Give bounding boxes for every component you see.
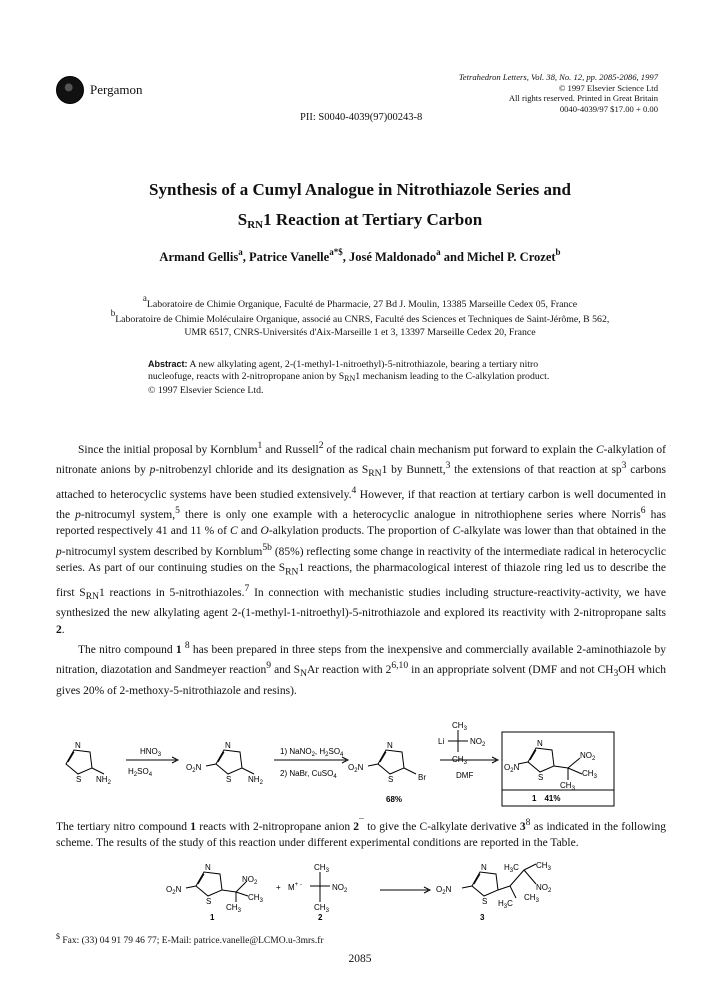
svg-text:N: N: [205, 863, 211, 872]
svg-text:CH3: $CH_3$: [452, 755, 467, 766]
svg-text:Li: Li: [438, 737, 445, 746]
reaction-scheme-graphic: [166, 861, 600, 922]
svg-text:O2N: $O_2N$: [436, 885, 452, 896]
svg-text:HNO3: $HNO_3$: [140, 747, 162, 758]
body-paragraph-block: [56, 438, 666, 699]
paragraph-3: The tertiary nitro compound 1 reacts with 2-nitropropane anion 2¯ to give the C-alkylate derivative $3^8$ as indicated in the following scheme. The results of the study of this reaction under different experimental conditions are reported in the Table.: [56, 817, 666, 850]
svg-text:CH3: $CH_3$: [226, 903, 241, 914]
svg-text:NO2: $NO_2$: [332, 883, 348, 894]
paragraph-2: The nitro compound 1 $^8$ has been prepared in three steps from the inexpensive and commercially available 2-aminothiazole by nitration, diazotation and Sandmeyer reaction$^9$ and $S_NAr$ reaction with 2$^{6,10}$ in an appropriate solvent (DMF and not $CH_3OH$ which gives 20% of 2-methoxy-5-nitrothiazole and resins).: [56, 639, 667, 697]
synthesis-scheme: [56, 718, 666, 810]
svg-text:S: S: [538, 773, 544, 782]
svg-text:CH3: $CH_3$: [560, 781, 575, 792]
svg-text:N: N: [537, 739, 543, 748]
title-line-1: Synthesis of a Cumyl Analogue in Nitrothiazole Series and: [149, 180, 571, 199]
svg-text:2: 2: [318, 913, 323, 922]
svg-text:1) NaNO2, H2SO4: 1) NaNO$_2$, $H_2SO_4$: [280, 747, 344, 758]
svg-text:DMF: DMF: [456, 771, 474, 780]
svg-text:Br: Br: [418, 773, 426, 782]
journal-citation: Tetrahedron Letters, Vol. 38, No. 12, pp. 2085-2086, 1997: [458, 72, 658, 82]
affiliation-b: bLaboratoire de Chimie Moléculaire Organique, associé au CNRS, Faculté des Sciences et Techniques de Saint-Jérôme, B 562, UMR 6517, CNRS-Universités d'Aix-Marseille 1 et 3, 13397 Marseille Cedex 20, France: [110, 308, 610, 338]
svg-text:NH2: $NH_2$: [96, 775, 111, 786]
journal-info: [459, 72, 658, 114]
svg-text:+: +: [276, 883, 281, 892]
paragraph-1: Since the initial proposal by Kornblum$^1$ and Russell$^2$ of the radical chain mechanism put forward to explain the C-alkylation of nitronate anions by p-nitrobenzyl chloride and its designation as $S_{RN}1$ by Bunnett,$^3$ the extensions of that reaction at $sp^3$ carbons attached to heterocyclic systems have been studied extensively.$^4$ However, if that reaction at tertiary carbon is well documented in the p-nitrocumyl system,$^5$ there is only one example with a heterocyclic analogue in nitrothiophene series where Norris$^6$ has reported respectively 41 and 11 % of C and O-alkylation products. The proportion of C-alkylate was lower than that obtained in the p-nitrocumyl system described by Kornblum$^{5b}$ (85%) reflecting some change in reactivity of the intermediate radical in heterocyclic series. As part of our continuing studies on the $S_{RN}1$ reactions, the pharmacological interest of thiazole ring led us to describe the first $S_{RN}1$ reactions in 5-nitrothiazoles.$^7$ In connection with mechanistic studies including structure-reactivity-activity, we have synthesized the new alkylating agent 2-(1-methyl-1-nitroethyl)-5-nitrothiazole and explored its reactivity with 2-nitropropane salts 2.: [56, 440, 667, 636]
svg-text:68%: 68%: [386, 795, 403, 804]
svg-text:S: S: [226, 775, 232, 784]
svg-text:S: S: [388, 775, 394, 784]
svg-text:1: 1: [210, 913, 215, 922]
svg-text:S: S: [206, 897, 212, 906]
svg-text:S: S: [76, 775, 82, 784]
affiliation-a: aLaboratoire de Chimie Organique, Faculté de Pharmacie, 27 Bd J. Moulin, 13385 Marseille Cedex 05, France: [142, 293, 578, 310]
svg-text:CH3: $CH_3$: [524, 893, 539, 904]
page-number: 2085: [348, 953, 372, 965]
price-line: 0040-4039/97 $17.00 + 0.00: [559, 103, 658, 114]
svg-text:S: S: [482, 897, 488, 906]
svg-text:3: 3: [480, 913, 485, 922]
svg-text:CH3: $CH_3$: [248, 893, 263, 904]
svg-text:NO2: $NO_2$: [470, 737, 486, 748]
author-list: Armand Gellis$^a$, Patrice Vanelle$^{a*\$}$, José Maldonado$^a$ and Michel P. Crozet$^b$: [159, 247, 561, 264]
svg-text:NO2: $NO_2$: [242, 875, 258, 886]
svg-text:N: N: [225, 741, 231, 750]
svg-text:2) NaBr, CuSO4: 2) NaBr, CuSO$_4$: [280, 769, 337, 780]
svg-text:N: N: [481, 863, 487, 872]
rights-line: All rights reserved. Printed in Great Britain: [508, 93, 658, 104]
reaction-scheme: [166, 861, 600, 922]
svg-text:N: N: [75, 741, 81, 750]
abstract: Abstract: A new alkylating agent, 2-(1-methyl-1-nitroethyl)-5-nitrothiazole, bearing a tertiary nitro nucleofuge, reacts with 2-nitropropane anion by $S_{RN}1$ mechanism leading to the C-alkylation product. © 1997 Elsevier Science Ltd.: [148, 359, 550, 397]
svg-text:CH3: $CH_3$: [536, 861, 551, 872]
svg-text:CH3: $CH_3$: [582, 769, 597, 780]
svg-text:N: N: [387, 741, 393, 750]
svg-text:NO2: $NO_2$: [580, 751, 596, 762]
synthesis-scheme-graphic: [56, 718, 666, 810]
svg-text:CH3: $CH_3$: [452, 721, 467, 732]
svg-text:NH2: $NH_2$: [248, 775, 263, 786]
svg-text:141%: 1 41%: [532, 794, 561, 803]
svg-text:O2N: $O_2N$: [166, 885, 182, 896]
publisher-name: Pergamon: [90, 82, 143, 97]
svg-text:O2N: $O_2N$: [348, 763, 364, 774]
svg-text:H3C: $H_3C$: [504, 863, 519, 874]
svg-text:M+ -: M+ -: [288, 882, 302, 892]
publisher-logo: [56, 76, 84, 104]
svg-text:CH3: $CH_3$: [314, 903, 329, 914]
svg-text:H2SO4: $H_2SO_4$: [128, 767, 153, 778]
svg-text:O2N: $O_2N$: [186, 763, 202, 774]
pii-line: PII: S0040-4039(97)00243-8: [300, 112, 423, 123]
copyright-line: © 1997 Elsevier Science Ltd: [558, 82, 658, 93]
svg-text:CH3: $CH_3$: [314, 863, 329, 874]
svg-text:NO2: $NO_2$: [536, 883, 552, 894]
svg-text:H3C: $H_3C$: [498, 899, 513, 910]
svg-text:O2N: $O_2N$: [504, 763, 520, 774]
footnote: $ Fax: (33) 04 91 79 46 77; E-Mail: patrice.vanelle@LCMO.u-3mrs.fr: [56, 932, 324, 947]
title-line-2: $S_{RN}1$ Reaction at Tertiary Carbon: [237, 210, 483, 231]
